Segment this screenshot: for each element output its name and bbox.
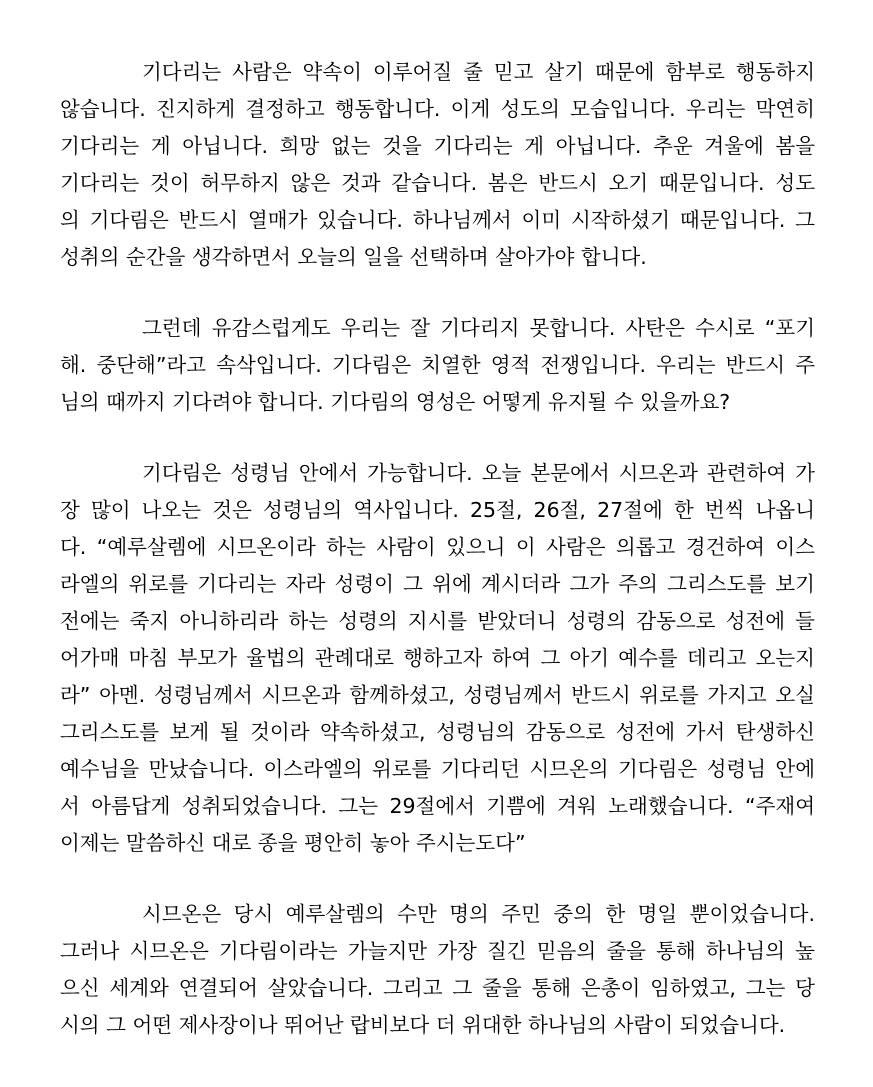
text-line: 기다림은 성령님 안에서 가능합니다. 오늘 본문에서 시므온과 관련하여 가	[142, 461, 815, 485]
paragraph-2	[60, 310, 815, 421]
paragraph-3	[60, 455, 815, 862]
text-line: 시의 그 어떤 제사장이나 뛰어난 랍비보다 더 위대한 하나님의 사람이 되었습니다.	[60, 1013, 786, 1037]
text-line: 그리스도를 보게 될 것이라 약속하셨고, 성령님의 감동으로 성전에 가서 탄생하신	[60, 720, 815, 744]
text-line: 이제는 말씀하신 대로 종을 평안히 놓아 주시는도다”	[60, 831, 526, 855]
text-line: 장 많이 나오는 것은 성령님의 역사입니다. 25절, 26절, 27절에 한 번씩 나옵니	[60, 498, 815, 522]
text-line: 라” 아멘. 성령님께서 시므온과 함께하셨고, 성령님께서 반드시 위로를 가지고 오실	[60, 683, 815, 707]
text-line: 기다리는 사람은 약속이 이루어질 줄 믿고 살기 때문에 함부로 행동하지	[142, 60, 815, 84]
text-line: 해. 중단해”라고 속삭입니다. 기다림은 치열한 영적 전쟁입니다. 우리는 반드시 주	[60, 353, 815, 377]
text-line: 님의 때까지 기다려야 합니다. 기다림의 영성은 어떻게 유지될 수 있을까요?	[60, 390, 731, 414]
text-line: 으신 세계와 연결되어 살았습니다. 그리고 그 줄을 통해 은총이 임하였고, 그는 당	[60, 976, 815, 1000]
paragraph-1	[60, 54, 815, 276]
text-line: 전에는 죽지 아니하리라 하는 성령의 지시를 받았더니 성령의 감동으로 성전에 들	[60, 609, 815, 633]
text-line: 서 아름답게 성취되었습니다. 그는 29절에서 기쁨에 겨워 노래했습니다. “주재여	[60, 794, 815, 818]
text-line: 성취의 순간을 생각하면서 오늘의 일을 선택하며 살아가야 합니다.	[60, 245, 647, 269]
text-line: 다. “예루살렘에 시므온이라 하는 사람이 있으니 이 사람은 의롭고 경건하여 이스	[60, 535, 815, 559]
text-line: 의 기다림은 반드시 열매가 있습니다. 하나님께서 이미 시작하셨기 때문입니다. 그	[60, 208, 815, 232]
text-line: 그런데 유감스럽게도 우리는 잘 기다리지 못합니다. 사탄은 수시로 “포기	[142, 316, 815, 340]
text-line: 어가매 마침 부모가 율법의 관례대로 행하고자 하여 그 아기 예수를 데리고 오는지	[60, 646, 815, 670]
text-line: 라엘의 위로를 기다리는 자라 성령이 그 위에 계시더라 그가 주의 그리스도를 보기	[60, 572, 815, 596]
paragraph-4	[60, 896, 815, 1044]
text-line: 기다리는 게 아닙니다. 희망 없는 것을 기다리는 게 아닙니다. 추운 겨울에 봄을	[60, 134, 815, 158]
text-line: 않습니다. 진지하게 결정하고 행동합니다. 이게 성도의 모습입니다. 우리는 막연히	[60, 97, 815, 121]
text-line: 시므온은 당시 예루살렘의 수만 명의 주민 중의 한 명일 뿐이었습니다.	[142, 902, 815, 926]
text-line: 예수님을 만났습니다. 이스라엘의 위로를 기다리던 시므온의 기다림은 성령님 안에	[60, 757, 815, 781]
text-line: 기다리는 것이 허무하지 않은 것과 같습니다. 봄은 반드시 오기 때문입니다. 성도	[60, 171, 815, 195]
text-line: 그러나 시므온은 기다림이라는 가늘지만 가장 질긴 믿음의 줄을 통해 하나님의 높	[60, 939, 815, 963]
